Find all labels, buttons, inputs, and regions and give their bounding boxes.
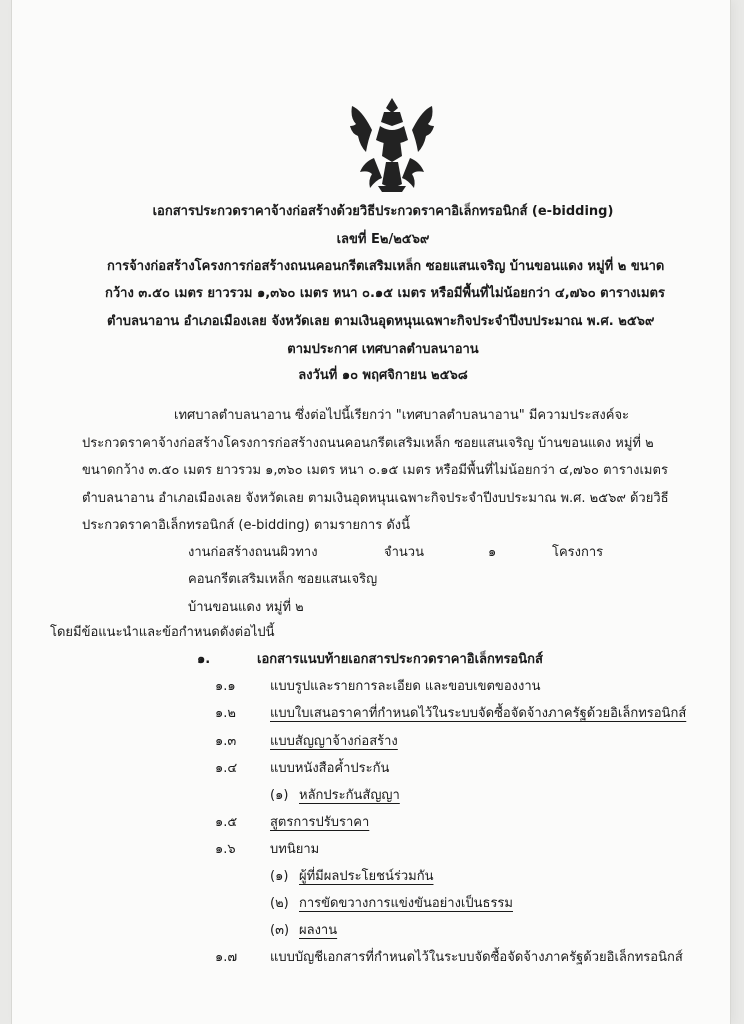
section-1-number: ๑.	[197, 652, 211, 667]
work-item-qty-label: จำนวน	[384, 545, 424, 560]
work-item-qty: ๑	[488, 545, 497, 560]
item-1-6-number: ๑.๖	[215, 842, 236, 857]
item-1-6-2-number: (๒)	[270, 896, 289, 911]
paragraph-line-4: ตำบลนาอาน อำเภอเมืองเลย จังหวัดเลย ตามเงินอุดหนุนเฉพาะกิจประจำปีงบประมาณ พ.ศ. ๒๕๖๙ ด้วยวิธี	[82, 491, 669, 506]
item-1-4-1-number: (๑)	[270, 788, 289, 803]
work-item-name-2: คอนกรีตเสริมเหล็ก ซอยแสนเจริญ	[188, 572, 378, 587]
item-1-4-text: แบบหนังสือค้ำประกัน	[270, 761, 390, 776]
item-1-6-1-link[interactable]: ผู้ที่มีผลประโยชน์ร่วมกัน	[299, 869, 434, 884]
item-1-5-link[interactable]: สูตรการปรับราคา	[270, 815, 370, 830]
section-1-title: เอกสารแนบท้ายเอกสารประกวดราคาอิเล็กทรอนิกส์	[257, 652, 543, 667]
item-1-3-link[interactable]: แบบสัญญาจ้างก่อสร้าง	[270, 734, 398, 749]
item-1-5-number: ๑.๕	[215, 815, 238, 830]
paragraph-line-1: เทศบาลตำบลนาอาน ซึ่งต่อไปนี้เรียกว่า "เทศบาลตำบลนาอาน" มีความประสงค์จะ	[174, 408, 630, 423]
subject-line-1: การจ้างก่อสร้างโครงการก่อสร้างถนนคอนกรีตเสริมเหล็ก ซอยแสนเจริญ บ้านขอนแดง หมู่ที่ ๒ ขนาด	[107, 259, 665, 274]
document-number: เลขที่ E๒/๒๕๖๙	[336, 232, 430, 247]
document-title: เอกสารประกวดราคาจ้างก่อสร้างด้วยวิธีประกวดราคาอิเล็กทรอนิกส์ (e-bidding)	[152, 204, 614, 219]
item-1-6-text: บทนิยาม	[270, 842, 320, 857]
item-1-4-1-link[interactable]: หลักประกันสัญญา	[299, 788, 400, 803]
item-1-7-text: แบบบัญชีเอกสารที่กำหนดไว้ในระบบจัดซื้อจัดจ้างภาครัฐด้วยอิเล็กทรอนิกส์	[270, 950, 683, 965]
announcement-line: ตามประกาศ เทศบาลตำบลนาอาน	[287, 342, 479, 357]
item-1-7-number: ๑.๗	[215, 950, 238, 965]
item-1-6-1-number: (๑)	[270, 869, 289, 884]
document-page	[12, 0, 730, 1024]
work-item-name-3: บ้านขอนแดง หมู่ที่ ๒	[188, 600, 304, 615]
date-line: ลงวันที่ ๑๐ พฤศจิกายน ๒๕๖๘	[298, 368, 468, 383]
paragraph-line-2: ประกวดราคาจ้างก่อสร้างโครงการก่อสร้างถนนคอนกรีตเสริมเหล็ก ซอยแสนเจริญ บ้านขอนแดง หมู่ที่ ๒	[82, 436, 654, 451]
subject-line-3: ตำบลนาอาน อำเภอเมืองเลย จังหวัดเลย ตามเงินอุดหนุนเฉพาะกิจประจำปีงบประมาณ พ.ศ. ๒๕๖๙	[107, 314, 655, 329]
item-1-4-number: ๑.๔	[215, 761, 238, 776]
paragraph-line-5: ประกวดราคาอิเล็กทรอนิกส์ (e-bidding) ตามรายการ ดังนี้	[82, 518, 410, 533]
item-1-1-number: ๑.๑	[215, 679, 236, 694]
item-1-2-link[interactable]: แบบใบเสนอราคาที่กำหนดไว้ในระบบจัดซื้อจัดจ้างภาครัฐด้วยอิเล็กทรอนิกส์	[270, 706, 687, 721]
item-1-2-number: ๑.๒	[215, 706, 236, 721]
subject-line-2: กว้าง ๓.๕๐ เมตร ยาวรวม ๑,๓๖๐ เมตร หนา ๐.๑๕ เมตร หรือมีพื้นที่ไม่น้อยกว่า ๔,๗๖๐ ตารางเมตร	[105, 286, 665, 301]
item-1-1-text: แบบรูปและรายการละเอียด และขอบเขตของงาน	[270, 679, 541, 694]
item-1-6-3-number: (๓)	[270, 923, 290, 938]
item-1-3-number: ๑.๓	[215, 734, 237, 749]
work-item-name-1: งานก่อสร้างถนนผิวทาง	[188, 545, 318, 560]
garuda-emblem-icon	[344, 96, 440, 196]
paragraph-line-3: ขนาดกว้าง ๓.๕๐ เมตร ยาวรวม ๑,๓๖๐ เมตร หนา ๐.๑๕ เมตร หรือมีพื้นที่ไม่น้อยกว่า ๔,๗๖๐ ตารางเมตร	[82, 463, 668, 478]
conditions-intro: โดยมีข้อแนะนำและข้อกำหนดดังต่อไปนี้	[50, 625, 275, 640]
work-item-unit: โครงการ	[552, 545, 604, 560]
item-1-6-2-link[interactable]: การขัดขวางการแข่งขันอย่างเป็นธรรม	[299, 896, 513, 911]
item-1-6-3-link[interactable]: ผลงาน	[299, 923, 338, 938]
